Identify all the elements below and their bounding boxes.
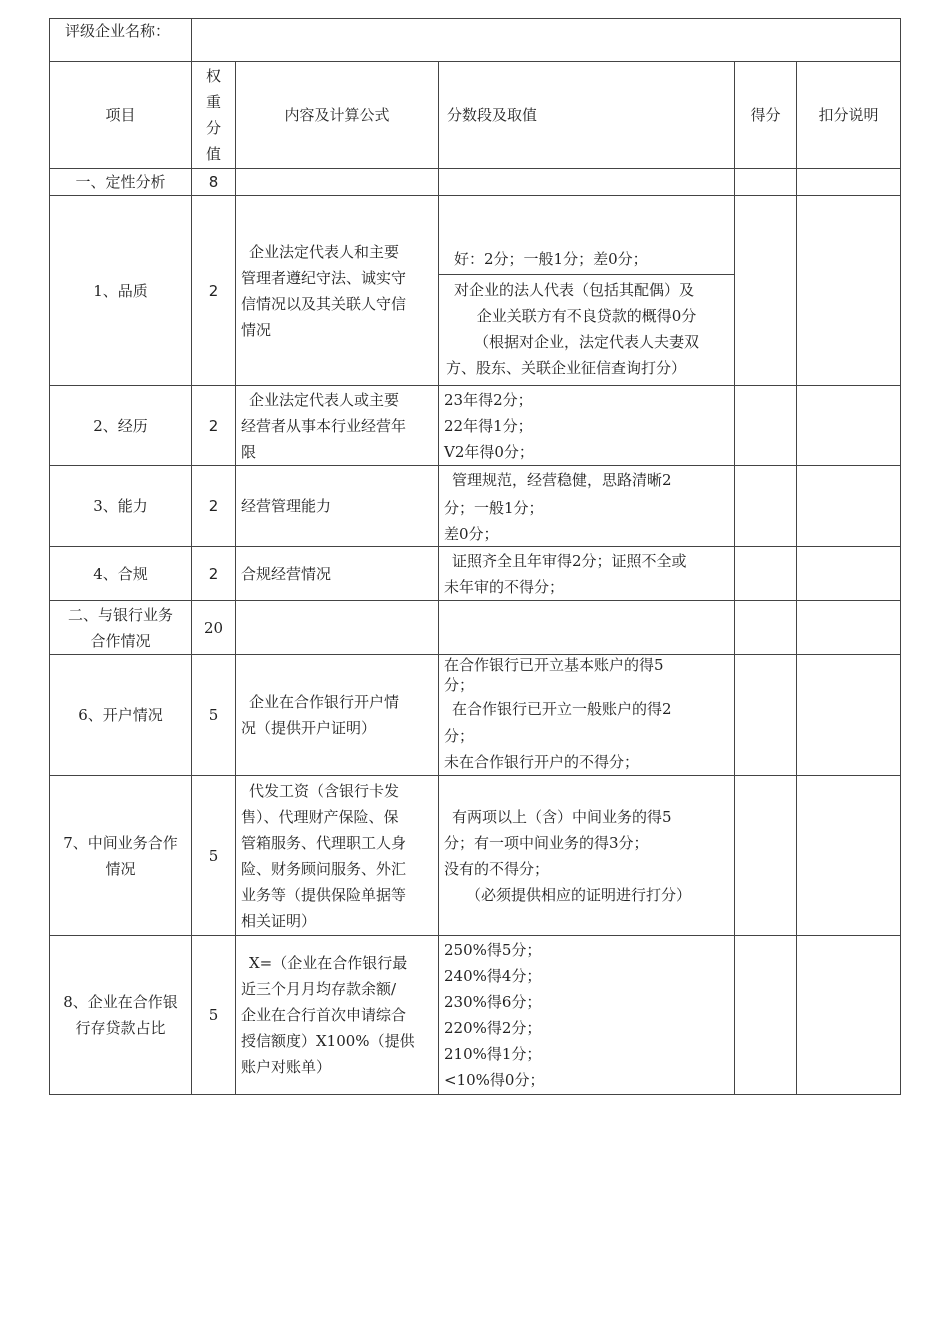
score-cell[interactable] — [735, 655, 797, 776]
deduction-cell[interactable] — [797, 655, 901, 776]
col-header-weight — [192, 62, 236, 169]
content-line: 管理者遵纪守法、诚实守 — [241, 268, 407, 287]
weight-char: 分 — [205, 119, 221, 137]
segment-line: 250%得5分； — [444, 941, 542, 959]
segment-part-b — [439, 274, 734, 385]
item-label: 6、开户情况 — [50, 655, 192, 776]
segment-line: 分；一般1分； — [444, 499, 544, 517]
segment-line: 未在合作银行开户的不得分； — [444, 753, 640, 771]
item-weight: 5 — [192, 936, 236, 1095]
item-label-line: 8、企业在合作银 — [63, 993, 178, 1011]
section-weight: 20 — [192, 601, 236, 655]
table-row-intermediary-business — [50, 776, 901, 936]
section-title — [50, 601, 192, 655]
item-weight: 2 — [192, 547, 236, 601]
section-weight: 8 — [192, 169, 236, 196]
item-weight: 2 — [192, 466, 236, 547]
content-line: 企业法定代表人和主要 — [249, 242, 400, 261]
rating-sheet — [49, 18, 900, 1095]
deduction-cell[interactable] — [797, 169, 901, 196]
segment-line: 没有的不得分； — [444, 859, 550, 878]
score-cell[interactable] — [735, 776, 797, 936]
deduction-cell[interactable] — [797, 196, 901, 386]
segment-line: （根据对企业，法定代表人夫妻双 — [473, 333, 699, 351]
deduction-cell[interactable] — [797, 466, 901, 547]
segment-line: 220%得2分； — [444, 1019, 542, 1037]
segment-line: 230%得6分； — [444, 993, 542, 1011]
content-line: 限 — [241, 442, 257, 461]
weight-char: 重 — [205, 93, 221, 111]
item-label-line: 情况 — [105, 859, 136, 878]
item-label — [50, 776, 192, 936]
item-weight: 2 — [192, 196, 236, 386]
content-line: 险、财务顾问服务、外汇 — [241, 859, 407, 878]
content-line: 近三个月月均存款余额/ — [241, 980, 397, 998]
table-row-quality — [50, 196, 901, 386]
item-weight: 5 — [192, 776, 236, 936]
item-weight: 5 — [192, 655, 236, 776]
item-content — [236, 196, 439, 386]
segment-line: 分；有一项中间业务的得3分； — [444, 833, 649, 852]
score-cell[interactable] — [735, 936, 797, 1095]
segment-line: 分； — [444, 676, 475, 694]
segment-line: 管理规范，经营稳健，思路清晰2 — [452, 471, 672, 489]
col-header-content: 内容及计算公式 — [236, 62, 439, 169]
segment-line: 差0分； — [444, 525, 499, 543]
content-line: 企业在合作银行开户情 — [249, 693, 400, 711]
item-segments — [439, 776, 735, 936]
table-row-experience — [50, 386, 901, 466]
column-header-row — [50, 62, 901, 169]
company-value[interactable] — [192, 19, 901, 62]
segment-line: 方、股东、关联企业征信查询打分） — [446, 359, 687, 377]
item-segments — [439, 466, 735, 547]
item-content: 经营管理能力 — [236, 466, 439, 547]
segment-line: 未年审的不得分； — [444, 577, 565, 596]
table-row-compliance — [50, 547, 901, 601]
content-line: 况（提供开户证明） — [241, 719, 377, 737]
segment-line: V2年得0分； — [444, 442, 534, 461]
section-title: 一、定性分析 — [50, 169, 192, 196]
score-cell[interactable] — [735, 601, 797, 655]
content-line: 信情况以及其关联人守信 — [241, 294, 407, 313]
segment-line: 22年得1分； — [444, 416, 533, 435]
segment-line: <10%得0分； — [444, 1071, 545, 1089]
content-line: 企业在合行首次申请综合 — [241, 1006, 407, 1024]
item-label-line: 行存贷款占比 — [75, 1019, 166, 1037]
table-row-account-opening — [50, 655, 901, 776]
table-row-deposit-loan-ratio — [50, 936, 901, 1095]
item-label-line: 7、中间业务合作 — [63, 833, 178, 852]
item-segments — [439, 936, 735, 1095]
segment-line: （必须提供相应的证明进行打分） — [466, 885, 692, 904]
weight-char: 权 — [205, 67, 221, 85]
segment-line: 企业关联方有不良贷款的概得0分 — [476, 307, 697, 325]
content-line: 账户对账单） — [241, 1058, 332, 1076]
section-row-bank-cooperation — [50, 601, 901, 655]
item-segments — [439, 386, 735, 466]
item-content — [236, 386, 439, 466]
score-cell[interactable] — [735, 547, 797, 601]
company-label-text: 评级企业名称： — [65, 22, 171, 40]
score-cell[interactable] — [735, 196, 797, 386]
deduction-cell[interactable] — [797, 386, 901, 466]
item-segments — [439, 547, 735, 601]
segment-line: 分； — [444, 727, 475, 745]
deduction-cell[interactable] — [797, 776, 901, 936]
content-line: 企业法定代表人或主要 — [249, 390, 400, 409]
col-header-deduction: 扣分说明 — [797, 62, 901, 169]
section-row-qualitative — [50, 169, 901, 196]
item-segments — [439, 655, 735, 776]
score-cell[interactable] — [735, 466, 797, 547]
section-title-line: 合作情况 — [90, 631, 151, 650]
content-line: 业务等（提供保险单据等 — [241, 885, 407, 904]
content-line: 经营者从事本行业经营年 — [241, 416, 407, 435]
section-content — [236, 169, 439, 196]
content-line: 相关证明） — [241, 911, 317, 930]
company-label — [50, 19, 192, 62]
segment-line: 好：2分；一般1分；差0分； — [454, 250, 648, 268]
section-title-line: 二、与银行业务 — [67, 605, 173, 624]
item-label: 2、经历 — [50, 386, 192, 466]
content-line: 代发工资（含银行卡发 — [249, 781, 400, 800]
item-label — [50, 936, 192, 1095]
score-cell[interactable] — [735, 386, 797, 466]
item-content — [236, 776, 439, 936]
deduction-cell[interactable] — [797, 936, 901, 1095]
col-header-score: 得分 — [735, 62, 797, 169]
section-segments — [439, 169, 735, 196]
item-weight: 2 — [192, 386, 236, 466]
content-line: 售）、代理财产保险、保 — [241, 807, 399, 826]
item-label: 4、合规 — [50, 547, 192, 601]
item-label: 1、品质 — [50, 196, 192, 386]
content-line: 情况 — [241, 320, 272, 339]
weight-char: 值 — [205, 145, 221, 163]
deduction-cell[interactable] — [797, 547, 901, 601]
segment-line: 有两项以上（含）中间业务的得5 — [452, 807, 672, 826]
item-content: 合规经营情况 — [236, 547, 439, 601]
item-segments — [439, 196, 735, 386]
deduction-cell[interactable] — [797, 601, 901, 655]
segment-line: 在合作银行已开立一般账户的得2 — [452, 700, 672, 718]
content-line: 管箱服务、代理职工人身 — [241, 833, 407, 852]
col-header-segments: 分数段及取值 — [439, 62, 735, 169]
rating-table — [49, 18, 901, 1095]
table-row-ability — [50, 466, 901, 547]
segment-line: 240%得4分； — [444, 967, 542, 985]
content-line: X=（企业在合作银行最 — [249, 954, 408, 972]
item-content — [236, 936, 439, 1095]
segment-line: 210%得1分； — [444, 1045, 542, 1063]
section-content — [236, 601, 439, 655]
content-line: 授信额度）X100%（提供 — [241, 1032, 415, 1050]
segment-line: 证照齐全且年审得2分；证照不全或 — [452, 551, 687, 570]
section-segments — [439, 601, 735, 655]
item-label: 3、能力 — [50, 466, 192, 547]
segment-line: 在合作银行已开立基本账户的得5 — [444, 656, 664, 674]
segment-line: 23年得2分； — [444, 390, 533, 409]
item-content — [236, 655, 439, 776]
col-header-item: 项目 — [50, 62, 192, 169]
company-row — [50, 19, 901, 62]
segment-part-a — [439, 196, 734, 274]
segment-line: 对企业的法人代表（包括其配偶）及 — [454, 281, 695, 299]
score-cell[interactable] — [735, 169, 797, 196]
